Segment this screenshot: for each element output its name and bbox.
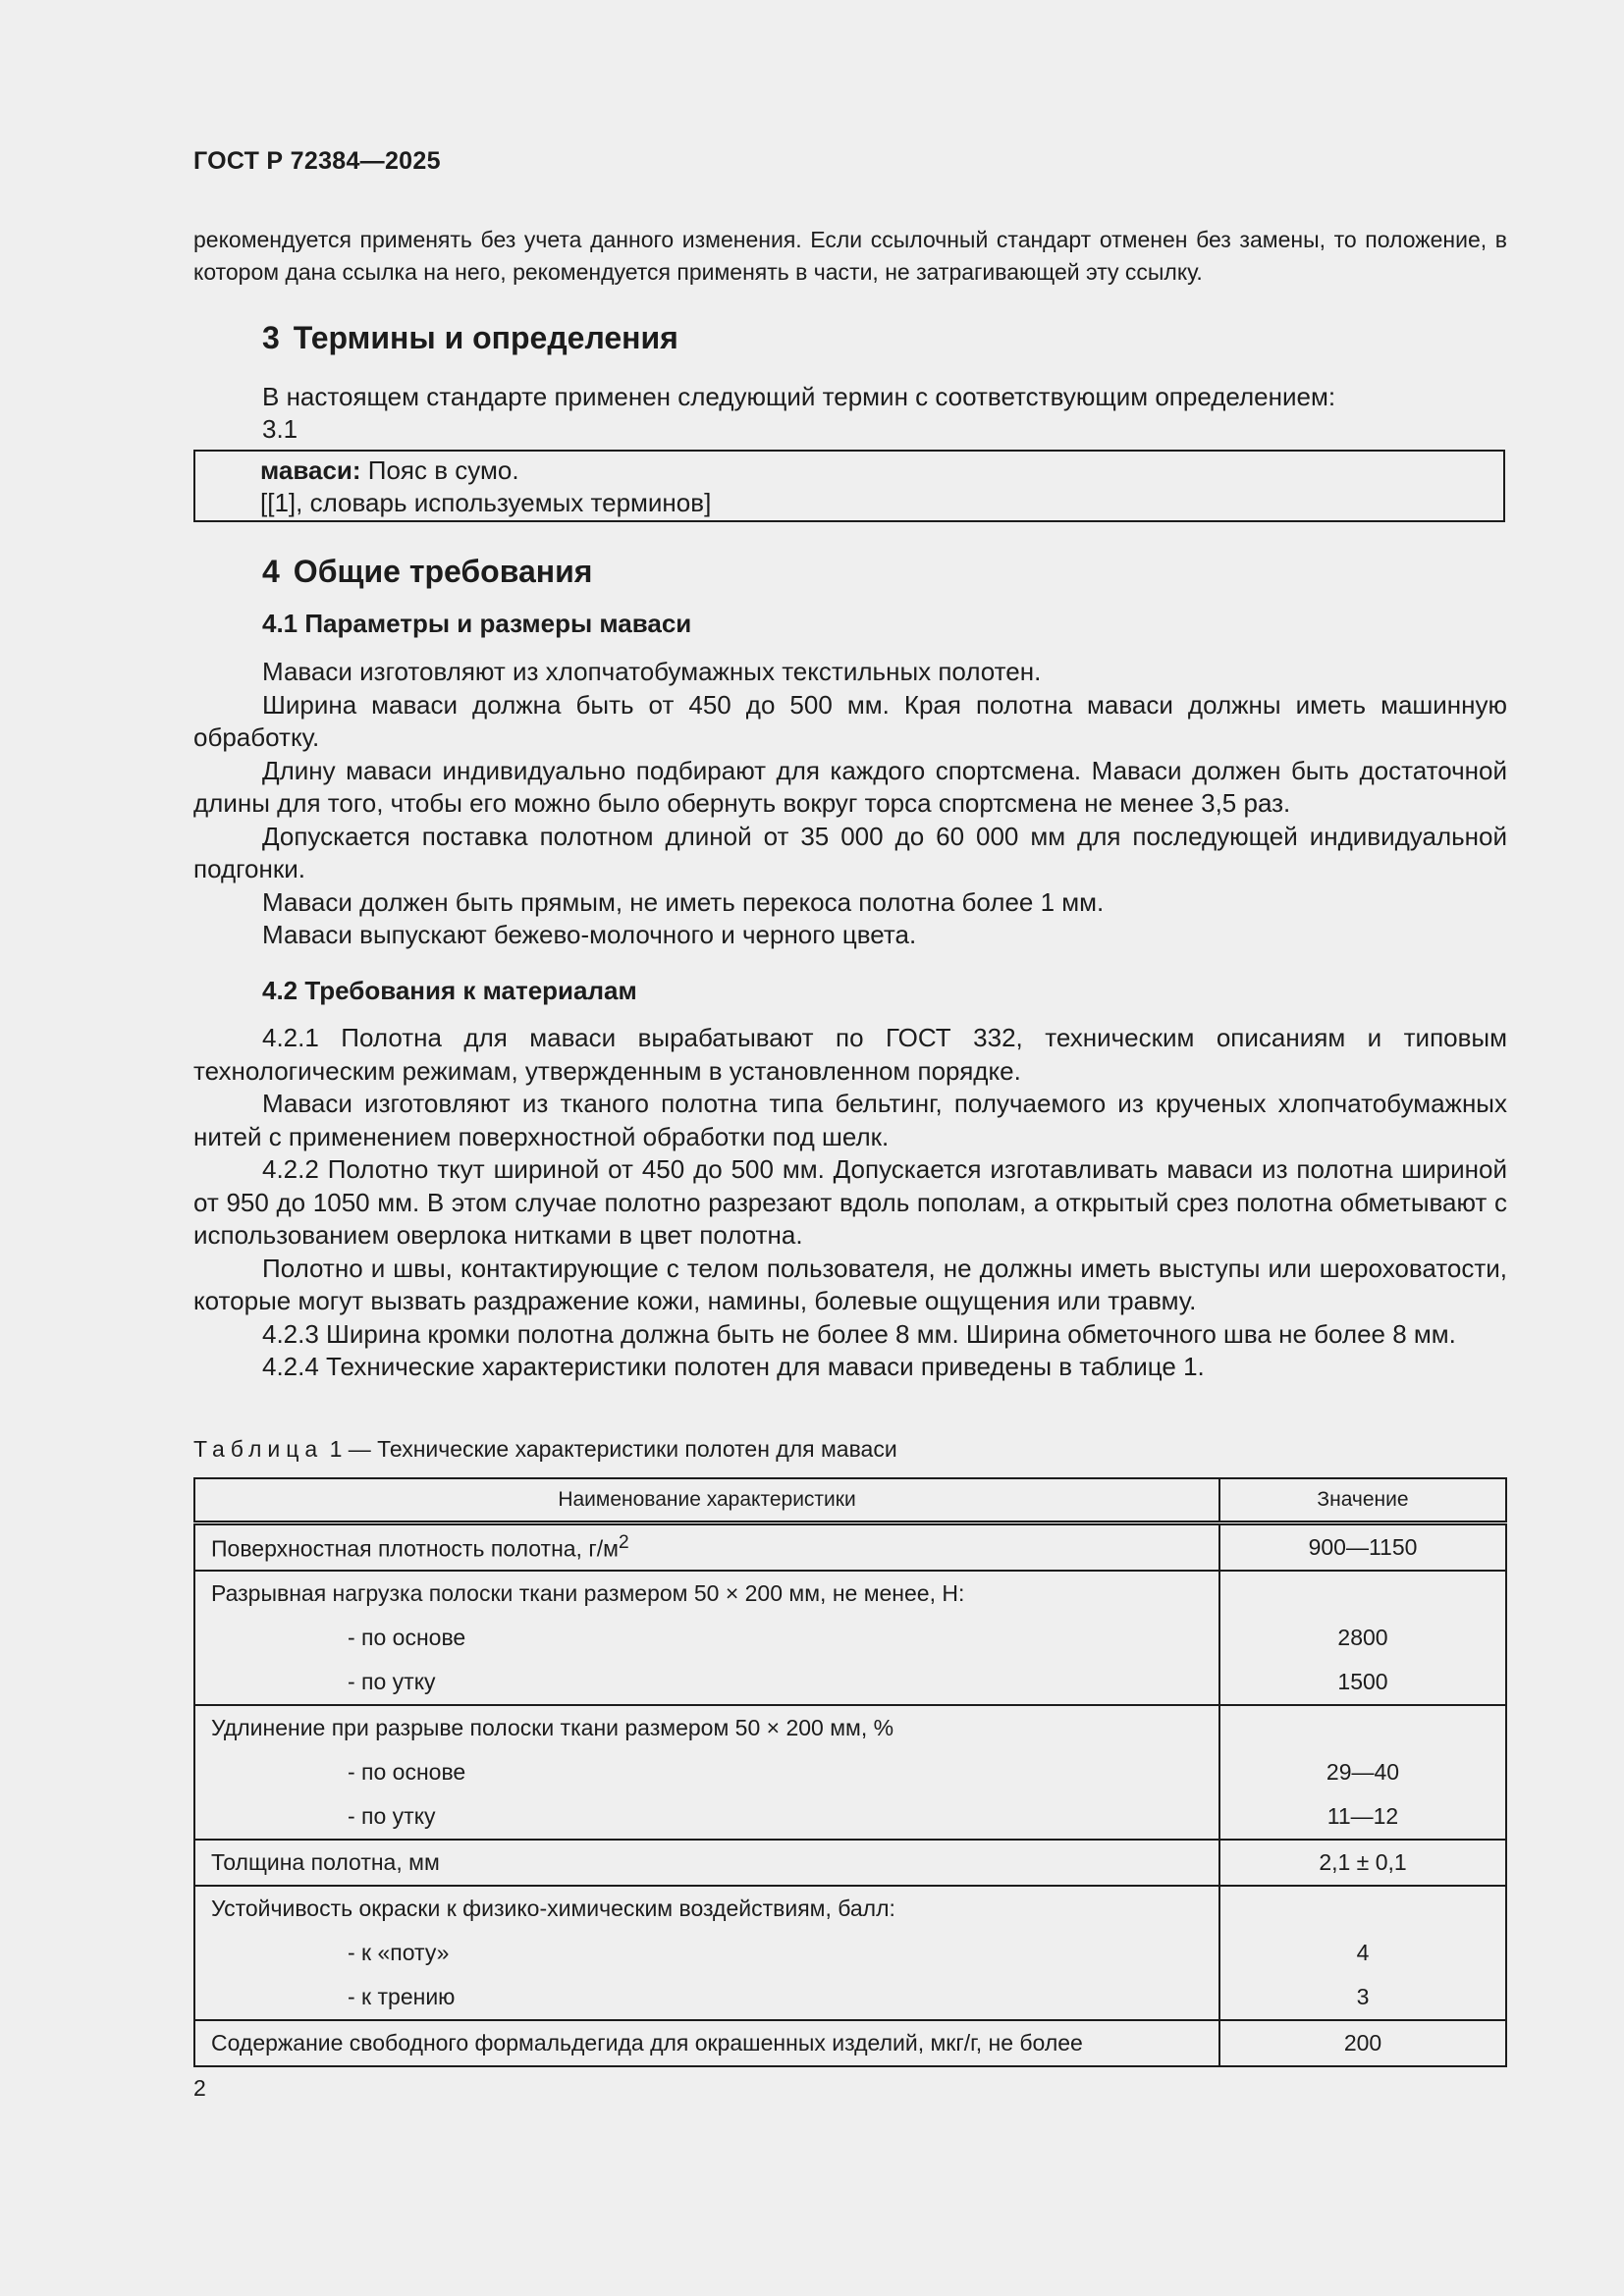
- section-4-heading: [262, 554, 592, 590]
- table-row: [194, 1571, 1506, 1616]
- table-caption: [193, 1436, 897, 1463]
- row-value: 3: [1219, 1975, 1506, 2020]
- row-name: - к «поту»: [194, 1931, 1219, 1975]
- column-header-name: Наименование характеристики: [194, 1478, 1219, 1523]
- subsection-4-1-heading: 4.1 Параметры и размеры маваси: [262, 609, 692, 638]
- term-name: маваси:: [260, 455, 361, 485]
- row-value: [1219, 1705, 1506, 1750]
- table-row: [194, 1705, 1506, 1750]
- row-name: [194, 1523, 1219, 1572]
- term-definition-box: [193, 450, 1505, 522]
- table-row: [194, 1886, 1506, 1931]
- row-name: Удлинение при разрыве полоски ткани размером 50 × 200 мм, %: [194, 1705, 1219, 1750]
- row-name-text: Поверхностная плотность полотна, г/м: [211, 1535, 619, 1562]
- section-number: 4: [262, 554, 280, 589]
- row-value: 200: [1219, 2020, 1506, 2066]
- section-title: Термины и определения: [293, 320, 678, 355]
- row-name: - по основе: [194, 1616, 1219, 1660]
- row-value: 900—1150: [1219, 1523, 1506, 1572]
- paragraph: 4.2.3 Ширина кромки полотна должна быть не более 8 мм. Ширина обметочного шва не более 8 мм.: [262, 1318, 1456, 1349]
- paragraph: Маваси изготовляют из тканого полотна типа бельтинг, получаемого из крученых хлопчатобумажных нитей с применением поверхностной обработки под шелк.: [193, 1089, 1507, 1151]
- subsection-4-1-body: [193, 656, 1507, 952]
- paragraph: 4.2.2 Полотно ткут шириной от 450 до 500 мм. Допускается изготавливать маваси из полотна шириной от 950 до 1050 мм. В этом случае полотно разрезают вдоль пополам, а открытый срез полотна обметывают с использованием оверлока нитками в цвет полотна.: [193, 1154, 1507, 1250]
- table-row: [194, 1750, 1506, 1794]
- column-header-value: Значение: [1219, 1478, 1506, 1523]
- row-name: - по утку: [194, 1794, 1219, 1840]
- section-3-lead: В настоящем стандарте применен следующий термин с соответствующим определением:: [262, 382, 1336, 411]
- specs-table: [193, 1477, 1507, 2067]
- paragraph: Длину маваси индивидуально подбирают для каждого спортсмена. Маваси должен быть достаточной длины для того, чтобы его можно было обернуть вокруг торса спортсмена не менее 3,5 раз.: [193, 755, 1507, 818]
- table-row: [194, 1794, 1506, 1840]
- subsection-4-2-body: [193, 1022, 1507, 1384]
- paragraph: Маваси должен быть прямым, не иметь перекоса полотна более 1 мм.: [262, 886, 1105, 917]
- row-name: Разрывная нагрузка полоски ткани размером 50 × 200 мм, не менее, Н:: [194, 1571, 1219, 1616]
- term-source: [[1], словарь используемых терминов]: [260, 488, 712, 517]
- term-line: [260, 454, 1503, 487]
- table-row: [194, 1660, 1506, 1705]
- intro-paragraph: рекомендуется применять без учета данного изменения. Если ссылочный стандарт отменен без замены, то положение, в котором дана ссылка на него, рекомендуется применять в части, не затрагивающей эту ссылку.: [193, 227, 1507, 285]
- row-value: 4: [1219, 1931, 1506, 1975]
- row-name: - к трению: [194, 1975, 1219, 2020]
- row-name: - по утку: [194, 1660, 1219, 1705]
- term-number: 3.1: [262, 414, 298, 444]
- row-name: Содержание свободного формальдегида для окрашенных изделий, мкг/г, не более: [194, 2020, 1219, 2066]
- table-caption-label: Таблица: [193, 1436, 324, 1462]
- paragraph: Маваси выпускают бежево-молочного и черного цвета.: [262, 920, 917, 949]
- row-name: Устойчивость окраски к физико-химическим воздействиям, балл:: [194, 1886, 1219, 1931]
- row-name: - по основе: [194, 1750, 1219, 1794]
- row-value: 2,1 ± 0,1: [1219, 1840, 1506, 1886]
- paragraph: Маваси изготовляют из хлопчатобумажных текстильных полотен.: [262, 657, 1042, 686]
- table-row: [194, 1523, 1506, 1572]
- row-value: 1500: [1219, 1660, 1506, 1705]
- table-row: [194, 1975, 1506, 2020]
- term-definition: Пояс в сумо.: [360, 455, 519, 485]
- section-3-heading: [262, 320, 678, 356]
- row-value: [1219, 1571, 1506, 1616]
- table-caption-text: 1 — Технические характеристики полотен для маваси: [323, 1436, 897, 1462]
- paragraph: Допускается поставка полотном длиной от 35 000 до 60 000 мм для последующей индивидуальной подгонки.: [193, 821, 1507, 883]
- row-value: [1219, 1886, 1506, 1931]
- paragraph: 4.2.1 Полотна для маваси вырабатывают по ГОСТ 332, техническим описаниям и типовым технологическим режимам, утвержденным в установленном порядке.: [193, 1023, 1507, 1086]
- section-title: Общие требования: [293, 554, 593, 589]
- row-value: 29—40: [1219, 1750, 1506, 1794]
- row-name: Толщина полотна, мм: [194, 1840, 1219, 1886]
- document-header: ГОСТ Р 72384—2025: [193, 147, 441, 175]
- row-name-superscript: 2: [618, 1532, 629, 1554]
- paragraph: Ширина маваси должна быть от 450 до 500 мм. Края полотна маваси должны иметь машинную обработку.: [193, 689, 1507, 752]
- subsection-4-2-heading: 4.2 Требования к материалам: [262, 976, 637, 1005]
- table-row: [194, 1931, 1506, 1975]
- section-number: 3: [262, 320, 280, 355]
- table-row: [194, 1616, 1506, 1660]
- row-value: 2800: [1219, 1616, 1506, 1660]
- table-row: [194, 2020, 1506, 2066]
- row-value: 11—12: [1219, 1794, 1506, 1840]
- page-number: 2: [193, 2075, 206, 2101]
- table-header-row: [194, 1478, 1506, 1523]
- table-row: [194, 1840, 1506, 1886]
- paragraph: Полотно и швы, контактирующие с телом пользователя, не должны иметь выступы или шероховатости, которые могут вызвать раздражение кожи, намины, болевые ощущения или травму.: [193, 1253, 1507, 1315]
- paragraph: 4.2.4 Технические характеристики полотен для маваси приведены в таблице 1.: [262, 1352, 1205, 1381]
